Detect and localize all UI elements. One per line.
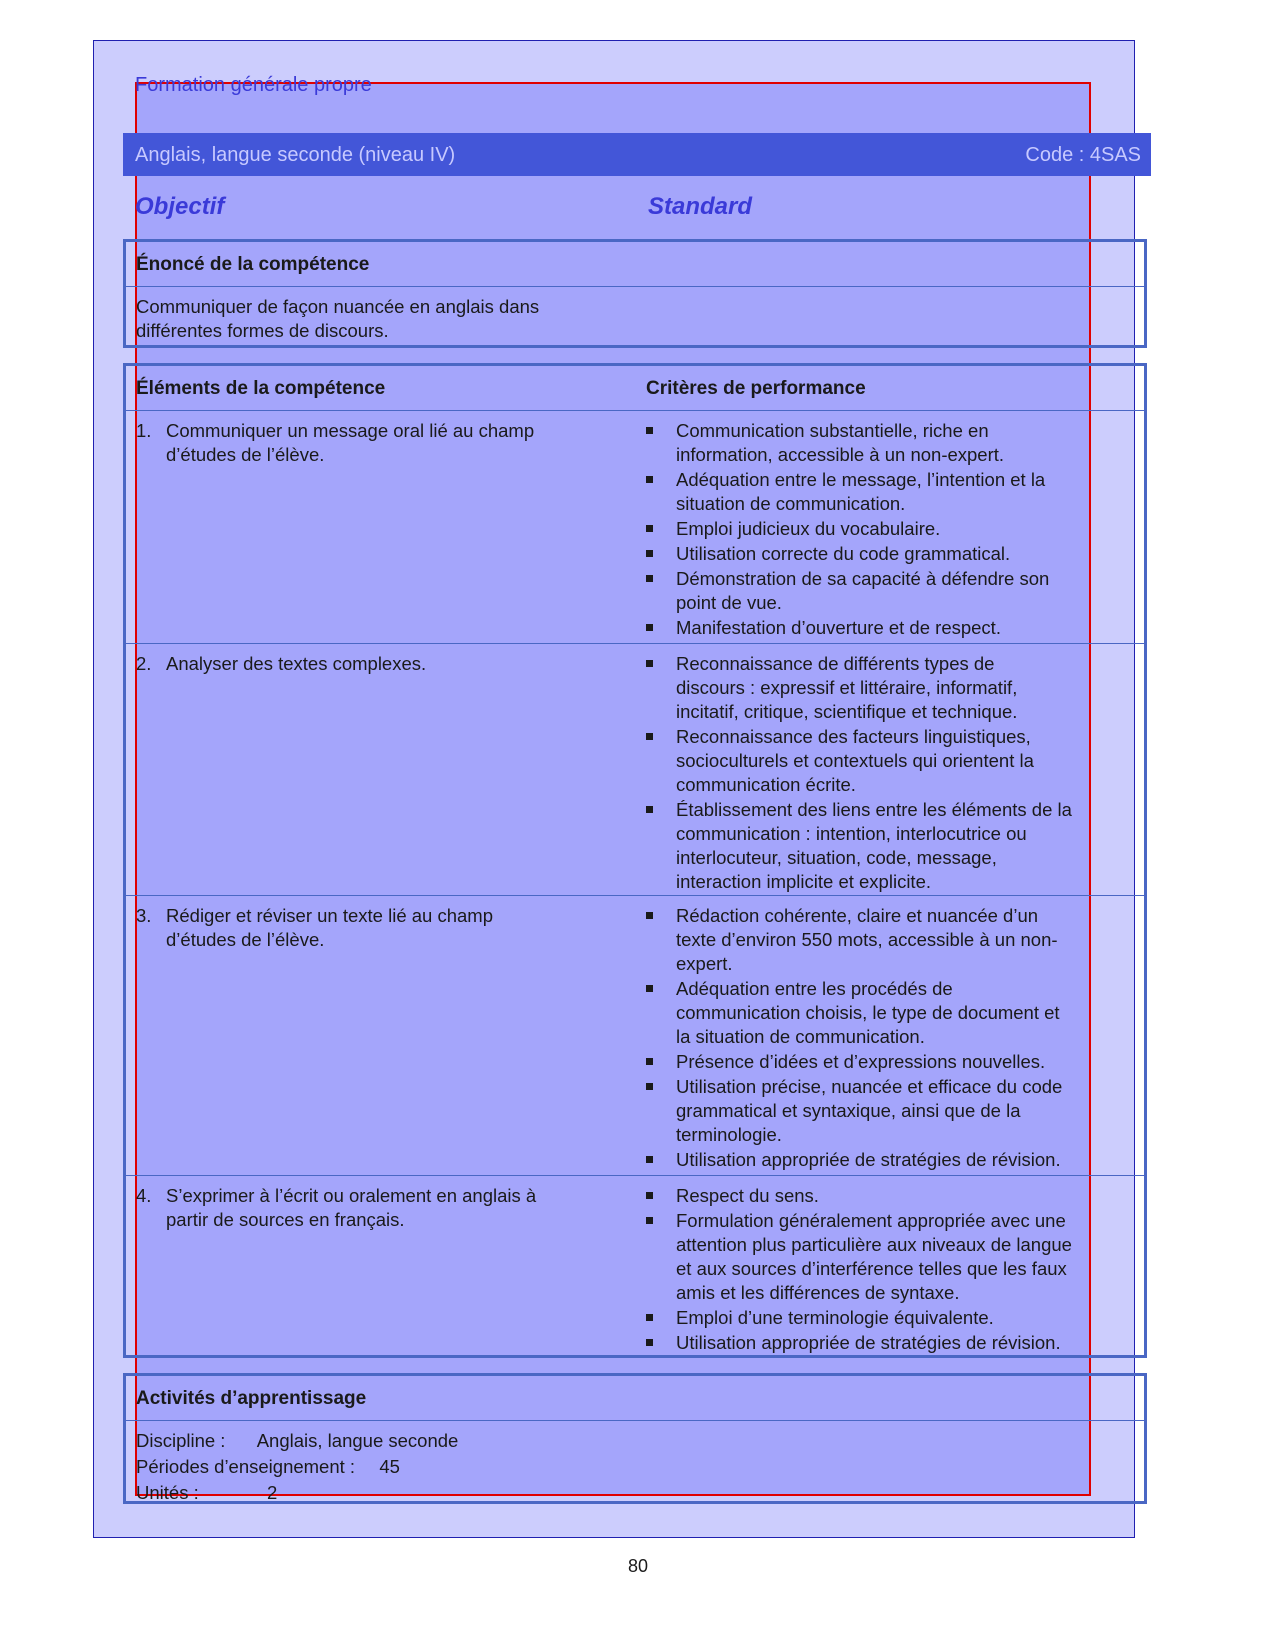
- bullet-icon: [646, 1339, 653, 1346]
- activites-box: [123, 1373, 1147, 1504]
- criterion-item: Démonstration de sa capacité à défendre son point de vue.: [646, 567, 1116, 615]
- criterion-item: Reconnaissance de différents types de discours : expressif et littéraire, informatif, incitatif, critique, scientifique et technique.: [646, 652, 1116, 724]
- element-text-line: d’études de l’élève.: [166, 929, 325, 950]
- bullet-icon: [646, 660, 653, 667]
- bullet-icon: [646, 733, 653, 740]
- bullet-icon: [646, 1217, 653, 1224]
- bullet-icon: [646, 806, 653, 813]
- activites-heading: Activités d’apprentissage: [136, 1388, 367, 1409]
- bullet-icon: [646, 550, 653, 557]
- periodes-label: Périodes d’enseignement :: [136, 1456, 356, 1477]
- course-title-bar: [123, 133, 1151, 176]
- discipline-label: Discipline :: [136, 1430, 226, 1451]
- criterion-item: Présence d’idées et d’expressions nouvelles.: [646, 1050, 1116, 1074]
- criteria-list: [646, 419, 1116, 641]
- bullet-icon: [646, 1058, 653, 1065]
- periodes-value: 45: [379, 1456, 400, 1477]
- criteria-list: [646, 904, 1116, 1173]
- bullet-icon: [646, 476, 653, 483]
- course-code: Code : 4SAS: [1025, 144, 1141, 166]
- element-text-line: Communiquer un message oral lié au champ: [166, 420, 535, 441]
- bullet-icon: [646, 525, 653, 532]
- criterion-item: Emploi d’une terminologie équivalente.: [646, 1306, 1116, 1330]
- enonce-text-line: Communiquer de façon nuancée en anglais dans: [136, 296, 540, 317]
- section-title: Formation générale propre: [135, 74, 372, 96]
- enonce-heading: Énoncé de la compétence: [136, 254, 370, 275]
- elements-heading: Éléments de la compétence: [136, 378, 386, 399]
- bullet-icon: [646, 985, 653, 992]
- course-title: Anglais, langue seconde (niveau IV): [135, 144, 456, 166]
- criteria-list: [646, 652, 1116, 895]
- objectif-heading: Objectif: [135, 193, 225, 220]
- criterion-item: Utilisation appropriée de stratégies de révision.: [646, 1331, 1116, 1355]
- unites-label: Unités :: [136, 1482, 199, 1503]
- bullet-icon: [646, 575, 653, 582]
- criterion-item: Respect du sens.: [646, 1184, 1116, 1208]
- criterion-item: Formulation généralement appropriée avec une attention plus particulière aux niveaux de langue et aux sources d’interférence telles que les faux amis et les différences de syntaxe.: [646, 1209, 1116, 1305]
- bullet-icon: [646, 1192, 653, 1199]
- criterion-item: Reconnaissance des facteurs linguistiques, socioculturels et contextuels qui orientent la communication écrite.: [646, 725, 1116, 797]
- bullet-icon: [646, 1083, 653, 1090]
- criterion-item: Utilisation appropriée de stratégies de révision.: [646, 1148, 1116, 1172]
- criterion-item: Emploi judicieux du vocabulaire.: [646, 517, 1116, 541]
- element-text-line: partir de sources en français.: [166, 1209, 405, 1230]
- unites-line: [136, 1480, 458, 1506]
- criterion-item: Utilisation correcte du code grammatical.: [646, 542, 1116, 566]
- element-row: [126, 1175, 1144, 1356]
- element-text-line: S’exprimer à l’écrit ou oralement en anglais à: [166, 1185, 537, 1206]
- unites-value: 2: [267, 1482, 278, 1503]
- criterion-item: Adéquation entre le message, l’intention et la situation de communication.: [646, 468, 1116, 516]
- element-text-line: d’études de l’élève.: [166, 444, 325, 465]
- element-number: 2.: [136, 653, 152, 674]
- discipline-line: [136, 1428, 458, 1454]
- element-number: 4.: [136, 1185, 152, 1206]
- element-number: 3.: [136, 905, 152, 926]
- element-number: 1.: [136, 420, 152, 441]
- element-row: [126, 410, 1144, 644]
- bullet-icon: [646, 1314, 653, 1321]
- criterion-item: Rédaction cohérente, claire et nuancée d’un texte d’environ 550 mots, accessible à un non- expert.: [646, 904, 1116, 976]
- bullet-icon: [646, 1156, 653, 1163]
- element-text-line: Rédiger et réviser un texte lié au champ: [166, 905, 494, 926]
- periodes-line: [136, 1454, 458, 1480]
- bullet-icon: [646, 912, 653, 919]
- standard-heading: Standard: [648, 193, 753, 220]
- element-row: [126, 643, 1144, 896]
- criterion-item: Établissement des liens entre les éléments de la communication : intention, interlocutrice ou interlocuteur, situation, code, message, interaction implicite et explicite.: [646, 798, 1116, 894]
- enonce-text-line: différentes formes de discours.: [136, 320, 389, 341]
- criterion-item: Communication substantielle, riche en information, accessible à un non-expert.: [646, 419, 1116, 467]
- criteria-list: [646, 1184, 1116, 1356]
- page-number: 80: [628, 1556, 649, 1576]
- elements-box: [123, 363, 1147, 1358]
- criterion-item: Manifestation d’ouverture et de respect.: [646, 616, 1116, 640]
- bullet-icon: [646, 624, 653, 631]
- element-row: [126, 895, 1144, 1176]
- criteres-heading: Critères de performance: [646, 378, 866, 399]
- discipline-value: Anglais, langue seconde: [256, 1430, 459, 1451]
- criterion-item: Adéquation entre les procédés de communication choisis, le type de document et la situation de communication.: [646, 977, 1116, 1049]
- element-text-line: Analyser des textes complexes.: [166, 653, 427, 674]
- enonce-box: [123, 239, 1147, 348]
- criterion-item: Utilisation précise, nuancée et efficace du code grammatical et syntaxique, ainsi que de la terminologie.: [646, 1075, 1116, 1147]
- bullet-icon: [646, 427, 653, 434]
